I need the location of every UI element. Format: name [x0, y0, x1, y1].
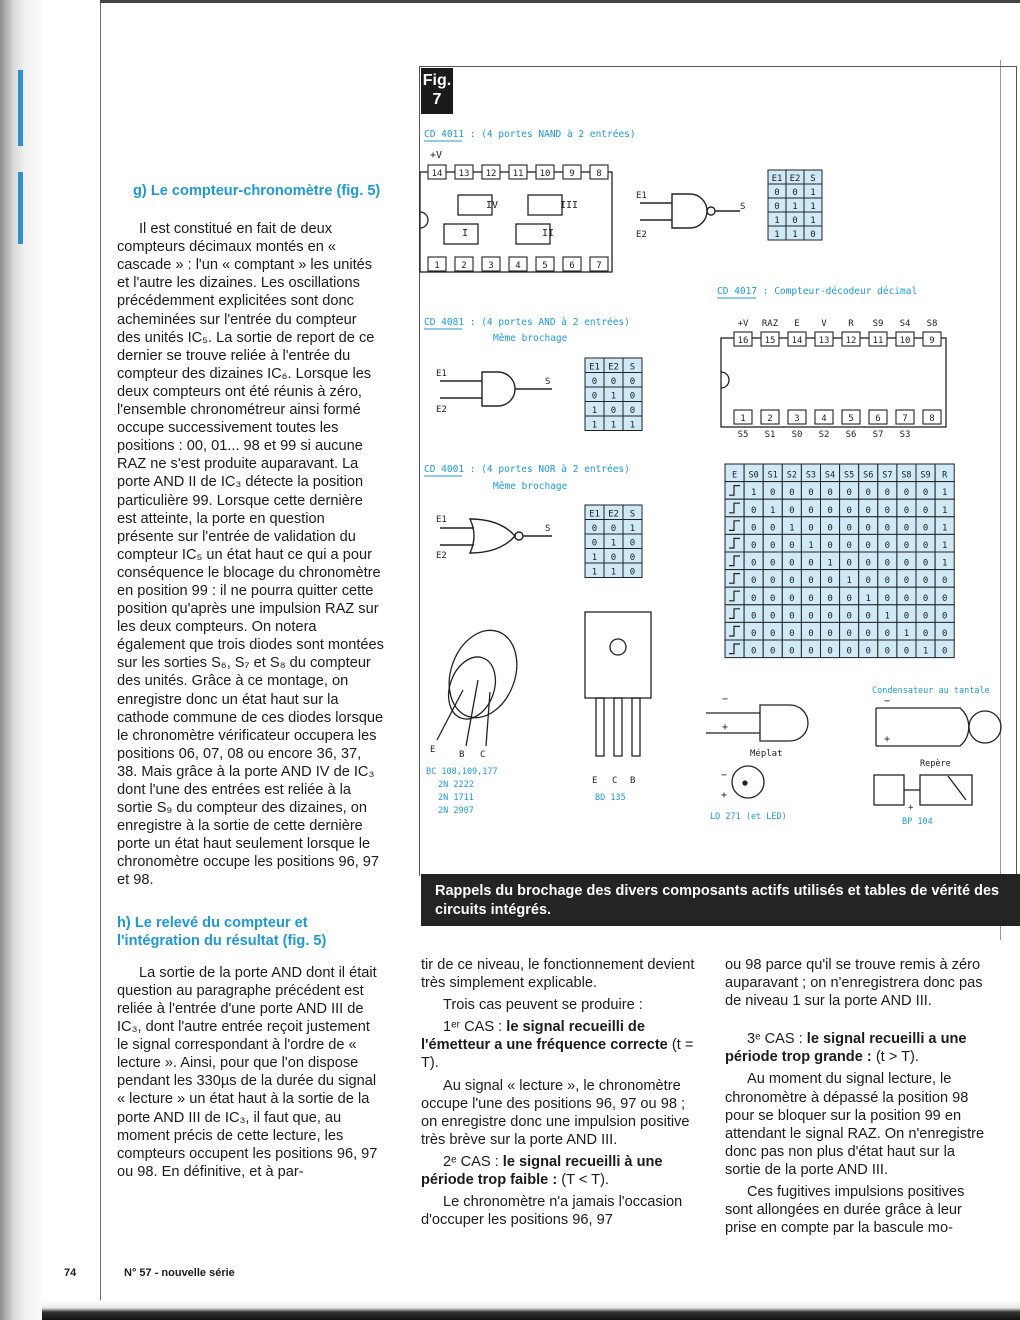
svg-text:Condensateur au tantale: Condensateur au tantale — [872, 686, 990, 696]
svg-text:+V: +V — [430, 150, 443, 161]
cell-value: 0 — [789, 576, 795, 587]
right-column — [725, 956, 993, 1237]
header-label: S2 — [786, 470, 797, 481]
cell-value: 0 — [922, 611, 929, 622]
cell-value: 0 — [846, 593, 852, 604]
pin-label: V — [821, 319, 827, 329]
cell-value: 0 — [865, 558, 871, 569]
cell-value: 0 — [884, 558, 891, 569]
cell-value: 1 — [774, 230, 780, 240]
cell-value: 0 — [846, 558, 852, 569]
svg-text:B: B — [459, 750, 465, 760]
svg-text:−: − — [884, 696, 891, 707]
cd4001-subtitle: Même brochage — [493, 481, 568, 492]
cell-value: 0 — [808, 576, 814, 587]
pin-number: 14 — [791, 336, 803, 346]
cell-value: 0 — [827, 488, 833, 499]
cell-value: E1 — [589, 362, 600, 373]
cell-value: 0 — [827, 646, 833, 657]
cell-value: 0 — [903, 646, 910, 657]
cell-value: 0 — [629, 567, 636, 578]
pin-number: 5 — [848, 414, 854, 424]
cell-value: 0 — [770, 558, 776, 569]
section-heading-g: g) Le compteur-chronomètre (fig. 5) — [133, 183, 381, 199]
pin-number: 12 — [845, 336, 857, 346]
cell-value: 0 — [770, 611, 776, 622]
cell-value: 1 — [591, 567, 598, 578]
photodiode-icon — [874, 775, 972, 805]
cell-value: 0 — [903, 541, 910, 551]
paragraph: Au signal « lecture », le chronomètre occupe l'une des positions 96, 97 ou 98 ; on enregistre donc une impulsion positive très brève sur la porte AND III. — [421, 1077, 690, 1148]
pin-number: 2 — [461, 261, 467, 271]
nor-truth-table — [585, 505, 642, 578]
tantalum-capacitor-icon — [876, 708, 1001, 746]
cell-value: 0 — [922, 629, 929, 639]
cell-value: 0 — [810, 230, 816, 240]
cell-value: 0 — [884, 541, 891, 551]
cell-value: 0 — [789, 646, 795, 657]
cell-value: 1 — [792, 230, 798, 240]
cd4017-top-pins — [734, 332, 941, 346]
cd4017-title: CD 4017 : Compteur-décodeur décimal — [717, 286, 918, 297]
cell-value: 1 — [591, 406, 598, 416]
svg-text:S: S — [740, 202, 746, 212]
cell-value: 0 — [922, 576, 929, 587]
cell-value: 1 — [750, 488, 757, 499]
and-gate-symbol — [440, 372, 552, 406]
cell-value: 0 — [884, 488, 891, 499]
header-label: S4 — [824, 470, 836, 481]
cell-value: 1 — [789, 523, 795, 534]
and-truth-table — [585, 358, 642, 431]
cell-value: 0 — [770, 629, 776, 639]
cell-value: 0 — [846, 541, 852, 551]
gate-label: II — [542, 228, 555, 239]
cell-value: 0 — [846, 629, 852, 639]
transistor-bd135-icon — [585, 612, 651, 756]
header-label: S0 — [748, 470, 759, 481]
header-label: S1 — [767, 470, 778, 481]
svg-text:E: E — [592, 776, 598, 786]
cell-value: 1 — [810, 202, 816, 212]
cell-value: 0 — [770, 646, 776, 657]
cell-value: 1 — [629, 420, 636, 431]
cell-value: 0 — [865, 576, 871, 587]
cell-value: E1 — [771, 174, 783, 184]
cell-value: 0 — [884, 576, 891, 587]
cell-value: 1 — [591, 420, 598, 431]
cell-value: 1 — [865, 593, 871, 604]
cell-value: 0 — [808, 611, 814, 622]
cell-value: 0 — [610, 524, 617, 534]
svg-text:E1: E1 — [636, 191, 647, 201]
cell-value: 0 — [629, 553, 636, 563]
counter-truth-table — [725, 464, 954, 658]
paragraph: La sortie de la porte AND dont il était question au paragraphe précédent est reliée à l'entrée d'une porte AND III de IC₃, dont l'autre entrée reçoit justement le signal correspondant à l'ordre de « lecture ». Ainsi, pour que l'on dispose pendant les 330µs de la durée du signal « lecture » un état haut à la sortie de la porte AND III de IC₃, il faut que, au moment précis de cette lecture, les compteurs occupent les positions 96, 97 ou 98. En définitive, et à par- — [117, 964, 378, 1180]
cell-value: 0 — [750, 558, 757, 569]
cell-value: 0 — [941, 629, 948, 639]
pin-number: 10 — [899, 336, 911, 346]
pin-number: 1 — [740, 414, 746, 424]
pin-number: 11 — [872, 336, 884, 346]
cell-value: 0 — [591, 538, 598, 549]
case-3: 3ᵉ CAS : le signal recueilli a une période trop grande : (t > T). — [725, 1031, 967, 1066]
middle-column — [421, 956, 696, 1229]
cell-value: 1 — [810, 188, 816, 198]
cell-value: 0 — [770, 523, 776, 534]
svg-text:LD 271 (et LED): LD 271 (et LED) — [710, 812, 787, 822]
cell-value: 0 — [789, 593, 795, 604]
pin-number: 5 — [542, 261, 548, 271]
cell-value: 0 — [808, 488, 814, 499]
cell-value: 0 — [884, 593, 891, 604]
pin-number: 6 — [875, 414, 881, 424]
pin-number: 4 — [821, 414, 827, 424]
cell-value: 0 — [770, 488, 776, 499]
cell-value: 0 — [922, 558, 929, 569]
cell-value: 0 — [789, 629, 795, 639]
cell-value: 0 — [750, 505, 757, 516]
cell-value: 0 — [884, 629, 891, 639]
cell-value: 0 — [610, 377, 617, 387]
cell-value: 0 — [903, 488, 910, 499]
paragraph: ou 98 parce qu'il se trouve remis à zéro auparavant ; on n'enregistrera donc pas de niveau 1 sur la porte AND III. — [725, 957, 983, 1010]
header-label: S9 — [920, 470, 931, 481]
cell-value: 0 — [629, 391, 636, 402]
cell-value: 0 — [629, 377, 636, 387]
cell-value: 0 — [865, 629, 871, 639]
cell-value: 0 — [884, 523, 891, 534]
cell-value: 0 — [865, 646, 871, 657]
cell-value: 0 — [750, 629, 757, 639]
nor-gate-symbol — [440, 519, 552, 553]
paragraph: Le chronomètre n'a jamais l'occasion d'occuper les positions 96, 97 — [421, 1194, 683, 1229]
cell-value: 0 — [865, 523, 871, 534]
svg-text:−: − — [721, 770, 728, 781]
cell-value: 0 — [846, 488, 852, 499]
cell-value: S — [629, 362, 636, 373]
issue-label: N° 57 - nouvelle série — [124, 1267, 235, 1279]
cell-value: 0 — [865, 488, 871, 499]
pin-label: S8 — [926, 319, 938, 329]
pin-label: +V — [737, 319, 749, 329]
svg-text:E2: E2 — [436, 405, 447, 415]
cell-value: 0 — [827, 576, 833, 587]
figure-caption: Rappels du brochage des divers composants actifs utilisés et tables de vérité des circuits intégrés. — [421, 874, 1020, 926]
cell-value: 0 — [827, 611, 833, 622]
cell-value: 0 — [789, 488, 795, 499]
pin-label: S3 — [899, 430, 911, 440]
cell-value: 1 — [941, 505, 948, 516]
cell-value: 1 — [941, 541, 948, 551]
cell-value: 0 — [750, 611, 757, 622]
cell-value: 0 — [789, 541, 795, 551]
pin-number: 3 — [488, 261, 494, 271]
pin-number: 6 — [569, 261, 575, 271]
cell-value: 0 — [903, 505, 910, 516]
cell-value: 0 — [808, 558, 814, 569]
svg-text:+: + — [884, 734, 891, 745]
pin-number: 3 — [794, 414, 800, 424]
svg-text:−: − — [722, 694, 729, 705]
cell-value: 0 — [922, 593, 929, 604]
pin-label: E — [794, 319, 800, 329]
cell-value: 0 — [808, 523, 814, 534]
cell-value: 0 — [922, 541, 929, 551]
cell-value: E2 — [789, 174, 801, 184]
pin-number: 13 — [458, 169, 470, 179]
section-heading-h: h) Le relevé du compteur et l'intégration du résultat (fig. 5) — [117, 914, 327, 949]
pin-number: 12 — [485, 169, 497, 179]
cell-value: E2 — [608, 509, 619, 520]
cell-value: S — [810, 174, 816, 184]
cell-value: 0 — [941, 576, 948, 587]
pin-label: R — [848, 319, 854, 329]
pin-number: 13 — [818, 336, 830, 346]
cell-value: 0 — [846, 523, 852, 534]
cell-value: 0 — [808, 593, 814, 604]
cell-value: 0 — [774, 188, 780, 198]
cd4001-title: CD 4001 : (4 portes NOR à 2 entrées) — [424, 464, 630, 475]
pin-number: 4 — [515, 261, 521, 271]
pin-label: S1 — [764, 430, 776, 440]
pin-number: 14 — [431, 169, 443, 179]
svg-text:+: + — [721, 790, 728, 801]
cell-value: 0 — [903, 576, 910, 587]
cell-value: 0 — [770, 541, 776, 551]
paragraph: Au moment du signal lecture, le chronomètre à dépassé la position 98 pour se bloquer sur la position 99 en attendant le signal RAZ. On n'enregistre donc pas non plus d'état haut sur la sortie de la porte AND III. — [725, 1071, 985, 1178]
paragraph: Ces fugitives impulsions positives sont allongées en durée grâce à leur prise en compte par la bascule mo- — [725, 1184, 965, 1237]
cell-value: 1 — [591, 553, 598, 563]
nand-truth-table — [768, 170, 822, 240]
cell-value: 0 — [865, 505, 871, 516]
header-label: S3 — [805, 470, 817, 481]
svg-text:+: + — [722, 722, 729, 733]
cell-value: 0 — [941, 593, 948, 604]
cell-value: 0 — [808, 505, 814, 516]
cell-value: 0 — [629, 538, 636, 549]
cd4011-top-pins — [428, 165, 608, 179]
pin-number: 8 — [929, 414, 935, 424]
cell-value: 1 — [610, 420, 617, 431]
cell-value: 1 — [810, 216, 816, 226]
pin-label: S9 — [872, 319, 884, 329]
cell-value: S — [629, 509, 636, 520]
svg-text:E2: E2 — [436, 551, 447, 561]
cell-value: 0 — [591, 391, 598, 402]
cell-value: 0 — [903, 523, 910, 534]
paragraph: tir de ce niveau, le fonctionnement devient très simplement explicable. — [421, 957, 695, 992]
cell-value: 1 — [610, 567, 617, 578]
cell-value: 0 — [903, 558, 910, 569]
pin-label: S5 — [737, 430, 749, 440]
svg-text:BP 104: BP 104 — [902, 817, 933, 827]
page-bottom-edge — [42, 1300, 1020, 1320]
svg-text:BC 108,109,177: BC 108,109,177 — [426, 767, 498, 777]
cd4011-bottom-pins — [428, 257, 608, 271]
cell-value: 0 — [789, 505, 795, 516]
svg-text:Méplat: Méplat — [750, 749, 783, 759]
pin-number: 9 — [929, 336, 935, 346]
cell-value: 0 — [770, 593, 776, 604]
cell-value: 0 — [591, 524, 598, 534]
cell-value: 0 — [750, 541, 757, 551]
header-label: S8 — [901, 470, 912, 481]
cell-value: 1 — [846, 576, 852, 587]
svg-text:S: S — [545, 377, 551, 387]
svg-text:+: + — [908, 803, 914, 813]
pin-number: 7 — [596, 261, 602, 271]
pin-number: 11 — [512, 169, 524, 179]
cell-value: 0 — [884, 646, 891, 657]
svg-text:2N 2907: 2N 2907 — [438, 806, 474, 816]
cell-value: 1 — [774, 216, 780, 226]
cell-value: 0 — [770, 576, 776, 587]
cell-value: 1 — [770, 505, 776, 516]
cell-value: 0 — [827, 523, 833, 534]
cd4011-title: CD 4011 : (4 portes NAND à 2 entrées) — [424, 129, 636, 140]
cell-value: 0 — [750, 523, 757, 534]
paragraph: Il est constitué en fait de deux compteurs décimaux montés en « cascade » : l'un « comptant » les unités et l'autre les dizaines. Les oscillations précédemment explicitées sont donc acheminées sur l'entrée du compteur des unités IC₅. La sortie de report de ce dernier se trouve reliée à l'entrée du compteur des dizaines IC₆. Lorsque les deux compteurs ont été réunis à zéro, l'ensemble chronométreur ainsi formé occupe successivement toutes les positions : 00, 01... 98 et 99 si aucune RAZ ne s'est produite auparavant. La porte AND II de IC₃ détecte la position particulière 99. Lorsque cette dernière est atteinte, la porte en question présente sur l'entrée de validation du compteur IC₅ un état haut ce qui a pour conséquence le blocage du chronomètre en position 99 : il ne pourra quitter cette position qu'après une impulsion RAZ sur les deux compteurs. On notera également que trois diodes sont montées sur les sorties S₆, S₇ et S₈ du compteur des unités. Grâce à ce montage, on enregistre donc un état haut sur la cathode commune de ces diodes lorsque le chronomètre vérificateur occupera les positions 06, 07, 08 ou encore 36, 37, 38. Mais grâce à la porte AND IV de IC₃ dont l'une des entrées est reliée à la sortie S₉ du compteur des dizaines, on enregistre à la sortie de cette dernière porte un état haut seulement lorsque le chronomètre occupe les positions 96, 97 et 98. — [117, 221, 384, 889]
cell-value: 0 — [789, 611, 795, 622]
svg-text:B: B — [630, 776, 636, 786]
cell-value: 1 — [827, 558, 833, 569]
svg-text:E1: E1 — [436, 515, 447, 525]
pin-label: S7 — [872, 430, 884, 440]
svg-text:BD 135: BD 135 — [595, 793, 626, 803]
cd4081-subtitle: Même brochage — [493, 333, 568, 344]
pin-number: 2 — [767, 414, 773, 424]
svg-text:E: E — [430, 745, 436, 755]
cell-value: 0 — [846, 646, 852, 657]
cell-value: 0 — [922, 488, 929, 499]
cell-value: 0 — [808, 646, 814, 657]
cell-value: 0 — [865, 541, 871, 551]
header-label: S7 — [882, 470, 893, 481]
pin-number: 1 — [434, 261, 440, 271]
gate-label: IV — [486, 200, 499, 211]
cd4017-bottom-labels — [738, 430, 911, 440]
pin-number: 15 — [764, 336, 776, 346]
cell-value: 0 — [922, 505, 929, 516]
cell-value: 0 — [903, 611, 910, 622]
cell-value: 0 — [903, 593, 910, 604]
cell-value: 0 — [846, 611, 852, 622]
figure-badge: Fig. 7 — [421, 68, 453, 114]
nand-gate-symbol — [640, 194, 740, 228]
cell-value: E1 — [589, 509, 600, 520]
cell-value: 0 — [750, 646, 757, 657]
pin-label: S4 — [899, 319, 911, 329]
cell-value: 1 — [792, 202, 798, 212]
cell-value: 0 — [789, 558, 795, 569]
cell-value: 0 — [750, 593, 757, 604]
svg-text:E1: E1 — [436, 369, 447, 379]
cell-value: 0 — [808, 629, 814, 639]
cell-value: 1 — [884, 611, 891, 622]
cell-value: 1 — [610, 538, 617, 549]
svg-text:2N 1711: 2N 1711 — [438, 793, 474, 803]
header-label: S6 — [863, 470, 874, 481]
cell-value: 1 — [610, 391, 617, 402]
pin-label: S2 — [818, 430, 830, 440]
cell-value: 1 — [629, 524, 636, 534]
case-1: 1ᵉʳ CAS : le signal recueilli de l'émetteur a une fréquence correcte (t = T). — [421, 1019, 694, 1072]
cell-value: 1 — [922, 646, 929, 657]
svg-text:C: C — [480, 750, 486, 760]
cell-value: 0 — [792, 188, 798, 198]
gate-label: I — [462, 228, 469, 239]
cell-value: 0 — [922, 523, 929, 534]
cell-value: 1 — [941, 488, 948, 499]
cd4081-title: CD 4081 : (4 portes AND à 2 entrées) — [424, 317, 630, 328]
pin-label: S0 — [791, 430, 803, 440]
pin-number: 16 — [737, 336, 749, 346]
pin-number: 8 — [596, 169, 602, 179]
svg-text:C: C — [612, 776, 618, 786]
cell-value: 1 — [903, 629, 910, 639]
page-number: 74 — [64, 1267, 77, 1279]
cell-value: 0 — [610, 553, 617, 563]
header-label: E — [731, 470, 738, 481]
cell-value: E2 — [608, 362, 619, 373]
cell-value: 0 — [941, 646, 948, 657]
cell-value: 0 — [827, 593, 833, 604]
transistor-to5-icon — [437, 621, 528, 746]
cell-value: 0 — [827, 541, 833, 551]
cell-value: 0 — [750, 576, 757, 587]
pin-label: S6 — [845, 430, 857, 440]
cell-value: 0 — [792, 216, 798, 226]
cell-value: 0 — [610, 406, 617, 416]
cell-value: 0 — [827, 629, 833, 639]
cell-value: 1 — [808, 541, 814, 551]
pin-number: 9 — [569, 169, 575, 179]
cell-value: 0 — [941, 611, 948, 622]
cell-value: 0 — [591, 377, 598, 387]
cell-value: 0 — [884, 505, 891, 516]
cd4017-top-labels — [738, 319, 938, 329]
cell-value: 1 — [941, 558, 948, 569]
pin-number: 10 — [539, 169, 551, 179]
cell-value: 0 — [865, 611, 871, 622]
case-2: 2ᵉ CAS : le signal recueilli à une période trop faible : (T < T). — [421, 1153, 663, 1189]
svg-text:2N 2222: 2N 2222 — [438, 780, 474, 790]
svg-text:E2: E2 — [636, 230, 647, 240]
pin-number: 7 — [902, 414, 908, 424]
svg-text:Repère: Repère — [920, 759, 951, 769]
cd4017-bottom-pins — [734, 410, 941, 424]
cell-value: 0 — [774, 202, 780, 212]
header-label: S5 — [844, 470, 855, 481]
cell-value: 1 — [941, 523, 948, 534]
cell-value: 0 — [846, 505, 852, 516]
paragraph: Trois cas peuvent se produire : — [443, 997, 643, 1014]
svg-text:S: S — [545, 524, 551, 534]
gate-label: III — [560, 200, 579, 211]
cell-value: 0 — [629, 406, 636, 416]
pin-label: RAZ — [761, 319, 779, 329]
header-label: R — [942, 470, 948, 481]
cell-value: 0 — [827, 505, 833, 516]
